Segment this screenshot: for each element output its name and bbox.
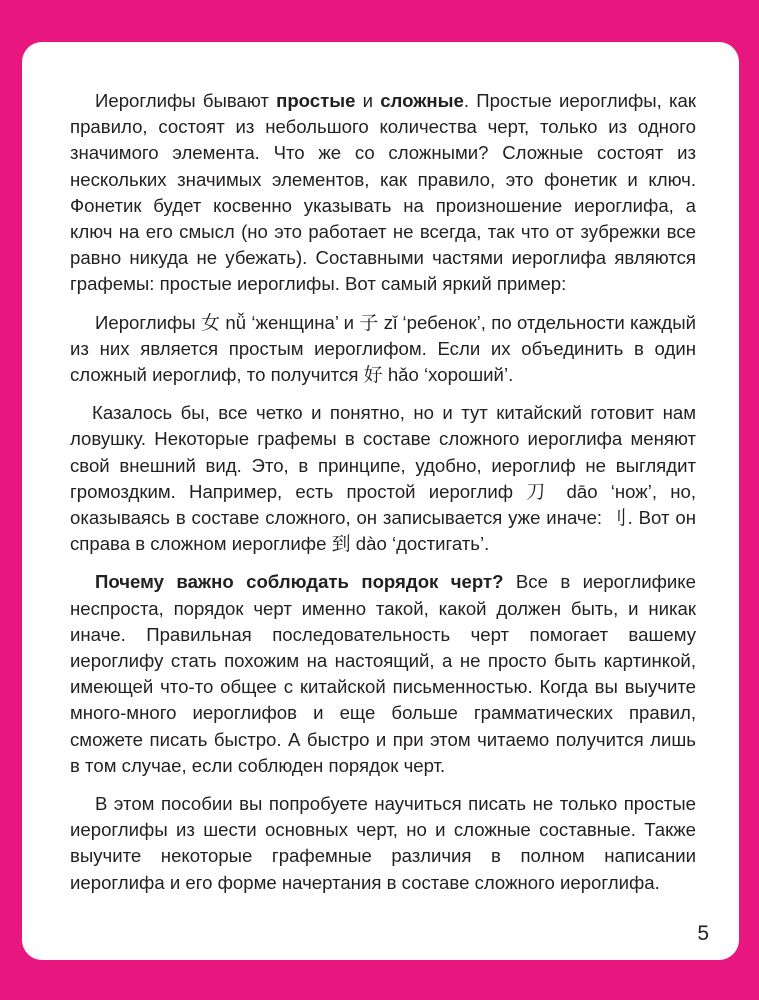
hanzi-knife-radical: 刂: [607, 507, 628, 530]
body-text: [70, 88, 696, 908]
paragraph-2: Иероглифы 女 nǚ ‘женщина’ и 子 zǐ ‘ребенок’, по отдельности каждый из них является простым иероглифом. Если их объединить в один сложный иероглиф, то получится 好 hǎo ‘хороший’.: [70, 311, 696, 387]
hanzi-arrive: 到: [331, 533, 351, 556]
page-number: 5: [697, 922, 709, 945]
stroke-order-heading: Почему важно соблюдать порядок черт?: [95, 571, 504, 593]
hanzi-good: 好: [363, 364, 383, 387]
hanzi-woman: 女: [200, 311, 221, 334]
term-simple: простые: [276, 90, 356, 111]
hanzi-child: 子: [359, 311, 379, 334]
page-sheet: [22, 42, 739, 960]
paragraph-3: Казалось бы, все четко и понятно, но и тут китайский готовит нам ловушку. Некоторые графемы в составе сложного иероглифа меняют свой внешний вид. Это, в принципе, удобно, иероглиф не выглядит громоздким. Например, есть простой иероглиф 刀 dāo ‘нож’, но, оказываясь в составе сложного, он записывается уже иначе: 刂. Вот он справа в сложном иероглифе 到 dào ‘достигать’.: [70, 402, 696, 556]
hanzi-knife: 刀: [526, 480, 554, 503]
paragraph-5: В этом пособии вы попробуете научиться писать не только простые иероглифы из шести основных черт, но и сложные составные. Также выучите некоторые графемные различия в полном написании иероглифа и его форме начертания в составе сложного иероглифа.: [70, 793, 696, 893]
paragraph-1: Иероглифы бывают простые и сложные. Простые иероглифы, как правило, состоят из небольшого количества черт, только из одного значимого элемента. Что же со сложными? Сложные состоят из нескольких значимых элементов, как правило, это фонетик и ключ. Фонетик будет косвенно указывать на произношение иероглифа, а ключ на его смысл (но это работает не всегда, так что от зубрежки все равно никуда не убежать). Составными частями иероглифа являются графемы: простые иероглифы. Вот самый яркий пример:: [70, 90, 696, 295]
paragraph-4: Почему важно соблюдать порядок черт? Все в иероглифике неспроста, порядок черт именно такой, какой должен быть, и никак иначе. Правильная последовательность черт помогает вашему иероглифу стать похожим на настоящий, а не просто быть картинкой, имеющей что-то общее с китайской письменностью. Когда вы выучите много-много иероглифов и еще больше грамматических правил, сможете писать быстро. А быстро и при этом читаемо получится лишь в том случае, если соблюден порядок черт.: [70, 571, 696, 776]
term-complex: сложные: [380, 90, 464, 111]
